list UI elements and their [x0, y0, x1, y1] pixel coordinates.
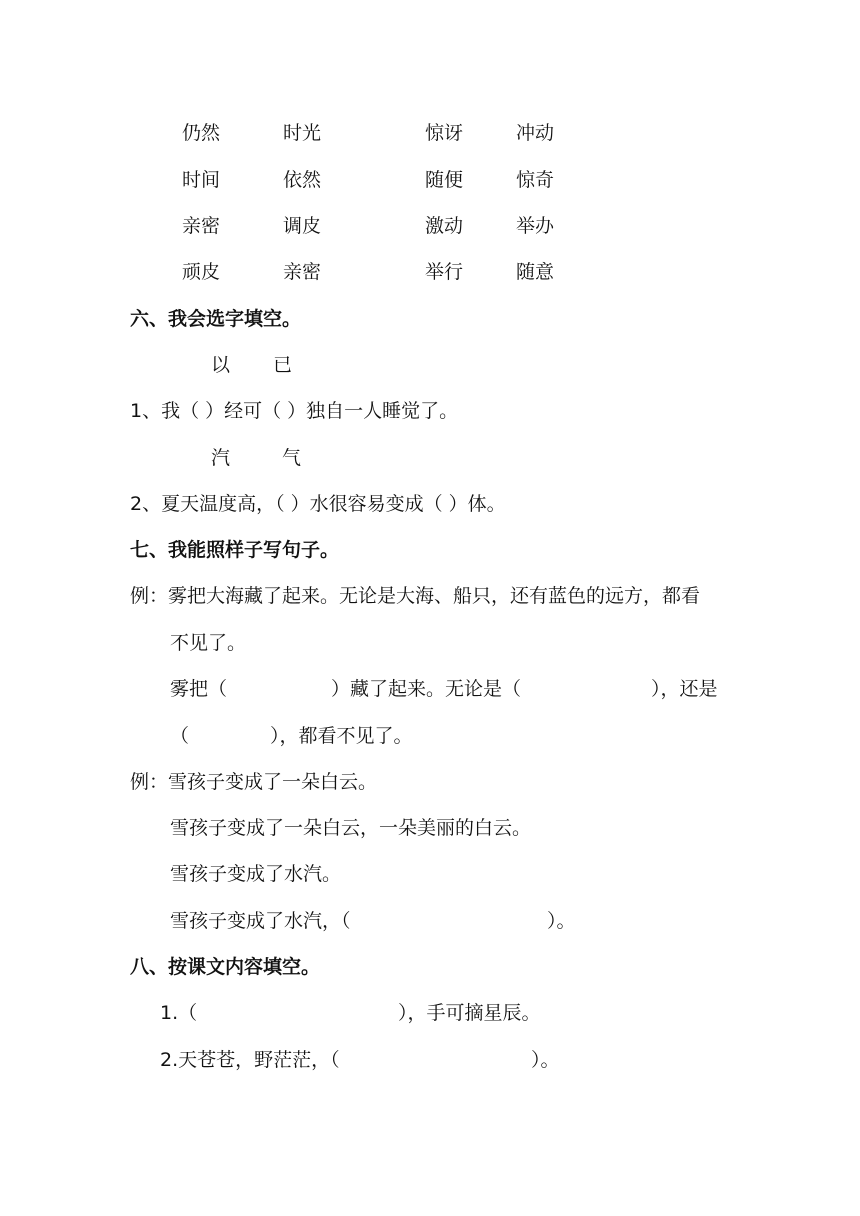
- word: 亲密: [283, 261, 322, 283]
- word: 随便: [425, 169, 464, 191]
- section-heading: 八、按课文内容填空。: [130, 956, 321, 978]
- word: 惊讶: [425, 122, 464, 144]
- fill-blank-text: （: [170, 725, 190, 747]
- fill-blank-text: 雾把（: [170, 678, 228, 700]
- fill-blank-text: 1.（: [160, 1002, 198, 1024]
- word: 亲密: [182, 215, 221, 237]
- question-2: 2、夏天温度高，（ ）水很容易变成（ ）体。: [130, 493, 506, 515]
- prompt-sentence: 雪孩子变成了水汽。: [170, 863, 342, 885]
- fill-blank-text: ），还是: [651, 678, 718, 700]
- word: 冲动: [516, 122, 555, 144]
- word: 举办: [516, 215, 555, 237]
- section-heading: 六、我会选字填空。: [130, 308, 302, 330]
- fill-blank-text: ）。: [547, 910, 576, 932]
- fill-blank-text: ）。: [531, 1049, 560, 1071]
- choice-char: 以: [211, 354, 231, 376]
- word: 激动: [425, 215, 464, 237]
- word: 时间: [182, 169, 221, 191]
- model-sentence: 雪孩子变成了一朵白云，一朵美丽的白云。: [170, 817, 532, 839]
- word: 惊奇: [516, 169, 555, 191]
- example-sentence-cont: 不见了。: [170, 632, 247, 654]
- fill-blank-text: ），都看不见了。: [270, 725, 413, 747]
- example-sentence: 例：雪孩子变成了一朵白云。: [130, 771, 378, 793]
- word: 仍然: [182, 122, 221, 144]
- fill-blank-text: 2.天苍苍，野茫茫，（: [160, 1049, 340, 1071]
- word: 举行: [425, 261, 464, 283]
- fill-blank-text: ）藏了起来。无论是（: [331, 678, 522, 700]
- choice-char: 已: [273, 354, 293, 376]
- word: 随意: [516, 261, 555, 283]
- question-1: 1、我（ ）经可（ ）独自一人睡觉了。: [130, 400, 459, 422]
- fill-blank-text: ），手可摘星辰。: [398, 1002, 541, 1024]
- fill-blank-text: 雪孩子变成了水汽，（: [170, 910, 351, 932]
- choice-char: 汽: [211, 447, 231, 469]
- choice-char: 气: [282, 447, 302, 469]
- word: 顽皮: [182, 261, 221, 283]
- word: 调皮: [283, 215, 322, 237]
- word: 时光: [283, 122, 322, 144]
- word: 依然: [283, 169, 322, 191]
- section-heading: 七、我能照样子写句子。: [130, 539, 340, 561]
- example-sentence: 例：雾把大海藏了起来。无论是大海、船只，还有蓝色的远方，都看: [130, 585, 701, 607]
